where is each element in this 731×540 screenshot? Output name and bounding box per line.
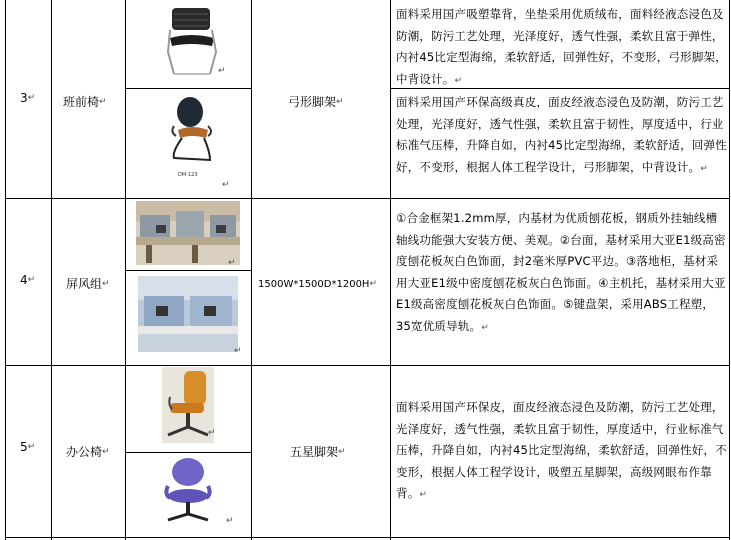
return-mark: ↵: [218, 66, 226, 76]
chair-photo-mesh: [160, 6, 222, 80]
item-name: [63, 92, 107, 112]
return-mark: ↵: [27, 274, 36, 285]
index-text: 5: [20, 439, 28, 454]
chair-photo-purple: [160, 456, 216, 526]
return-mark: ↵: [226, 516, 234, 526]
index-text: 4: [20, 272, 28, 287]
chair-photo-orange: [162, 367, 214, 443]
index-text: 3: [20, 90, 28, 105]
return-mark: ↵: [700, 163, 708, 174]
return-mark: ↵: [102, 446, 110, 457]
row-index: [20, 88, 35, 108]
return-mark: ↵: [222, 180, 230, 190]
item-name-text: 屏风组: [66, 276, 103, 291]
return-mark: ↵: [338, 446, 346, 457]
return-mark: ↵: [228, 258, 236, 268]
return-mark: ↵: [336, 96, 344, 107]
return-mark: ↵: [99, 96, 107, 107]
return-mark: ↵: [481, 322, 489, 333]
return-mark: ↵: [369, 279, 378, 289]
chair-photo-bow: [164, 96, 220, 170]
image-caption: DM-123: [178, 172, 198, 178]
return-mark: ↵: [234, 346, 242, 356]
item-name: [66, 274, 110, 294]
item-spec: [258, 274, 377, 294]
item-name-text: 班前椅: [63, 94, 100, 109]
item-name-text: 办公椅: [66, 444, 103, 459]
item-name: [66, 442, 110, 462]
description: [396, 208, 728, 339]
return-mark: ↵: [454, 75, 463, 86]
description-text: 面料采用国产环保皮，面皮经液态浸色及防潮，防污工艺处理，光泽度好，透气性强，柔软且富于韧性，厚度适中，行业标准气压棒，升降自如，内衬45比定型海绵，柔软舒适，回弹性好，不变形，根据人体工程学设计，吸塑五星脚架，高级网眼布作靠背。: [396, 400, 727, 500]
item-spec-text: 1500W*1500D*1200H: [258, 278, 370, 290]
description: [396, 397, 728, 507]
item-spec-text: 五星脚架: [290, 444, 339, 459]
return-mark: ↵: [208, 428, 216, 438]
row-index: [20, 270, 35, 290]
return-mark: ↵: [27, 92, 36, 103]
return-mark: ↵: [102, 278, 110, 289]
row-index: [20, 437, 35, 457]
return-mark: ↵: [27, 441, 36, 452]
description-b: [396, 92, 728, 180]
description-text: 面料采用国产吸塑靠背，坐垫采用优质绒布，面料经液态浸色及防潮，防污工艺处理，光泽度好，透气性强，柔软且富于弹性，内衬45比定型海绵，柔软舒适，回弹性好，不变形，弓形脚架，中背设计。: [396, 7, 727, 86]
item-spec-text: 弓形脚架: [288, 94, 337, 109]
description-text: 面料采用国产环保高级真皮，面皮经液态浸色及防潮，防污工艺处理，光泽度好，透气性强，柔软且富于韧性，厚度适中，行业标准气压棒，升降自如，内衬45比定型海绵，柔软舒适，回弹性好，不变形，根据人体工程学设计，弓形脚架，中背设计。: [396, 95, 727, 174]
description-text: ①合金框架1.2mm厚，内基材为优质刨花板，钢质外挂轴线槽轴线功能强大安装方便、美观。②台面，基材采用大亚E1级高密度刨花板灰白色饰面，封2毫米厚PVC平边。③落地柜，基材采用大亚E1级中密度刨花板灰白色饰面。④主机托，基材采用大亚E1级高密度刨花板灰白色饰面。⑤键盘架，采用ABS工程塑，35宽优质导轨。: [396, 211, 726, 333]
workstation-photo-b: [138, 276, 238, 352]
item-spec: [288, 92, 344, 112]
item-spec: [290, 442, 346, 462]
description-a: [396, 4, 728, 92]
return-mark: ↵: [419, 490, 428, 500]
workstation-photo-a: [136, 201, 240, 265]
